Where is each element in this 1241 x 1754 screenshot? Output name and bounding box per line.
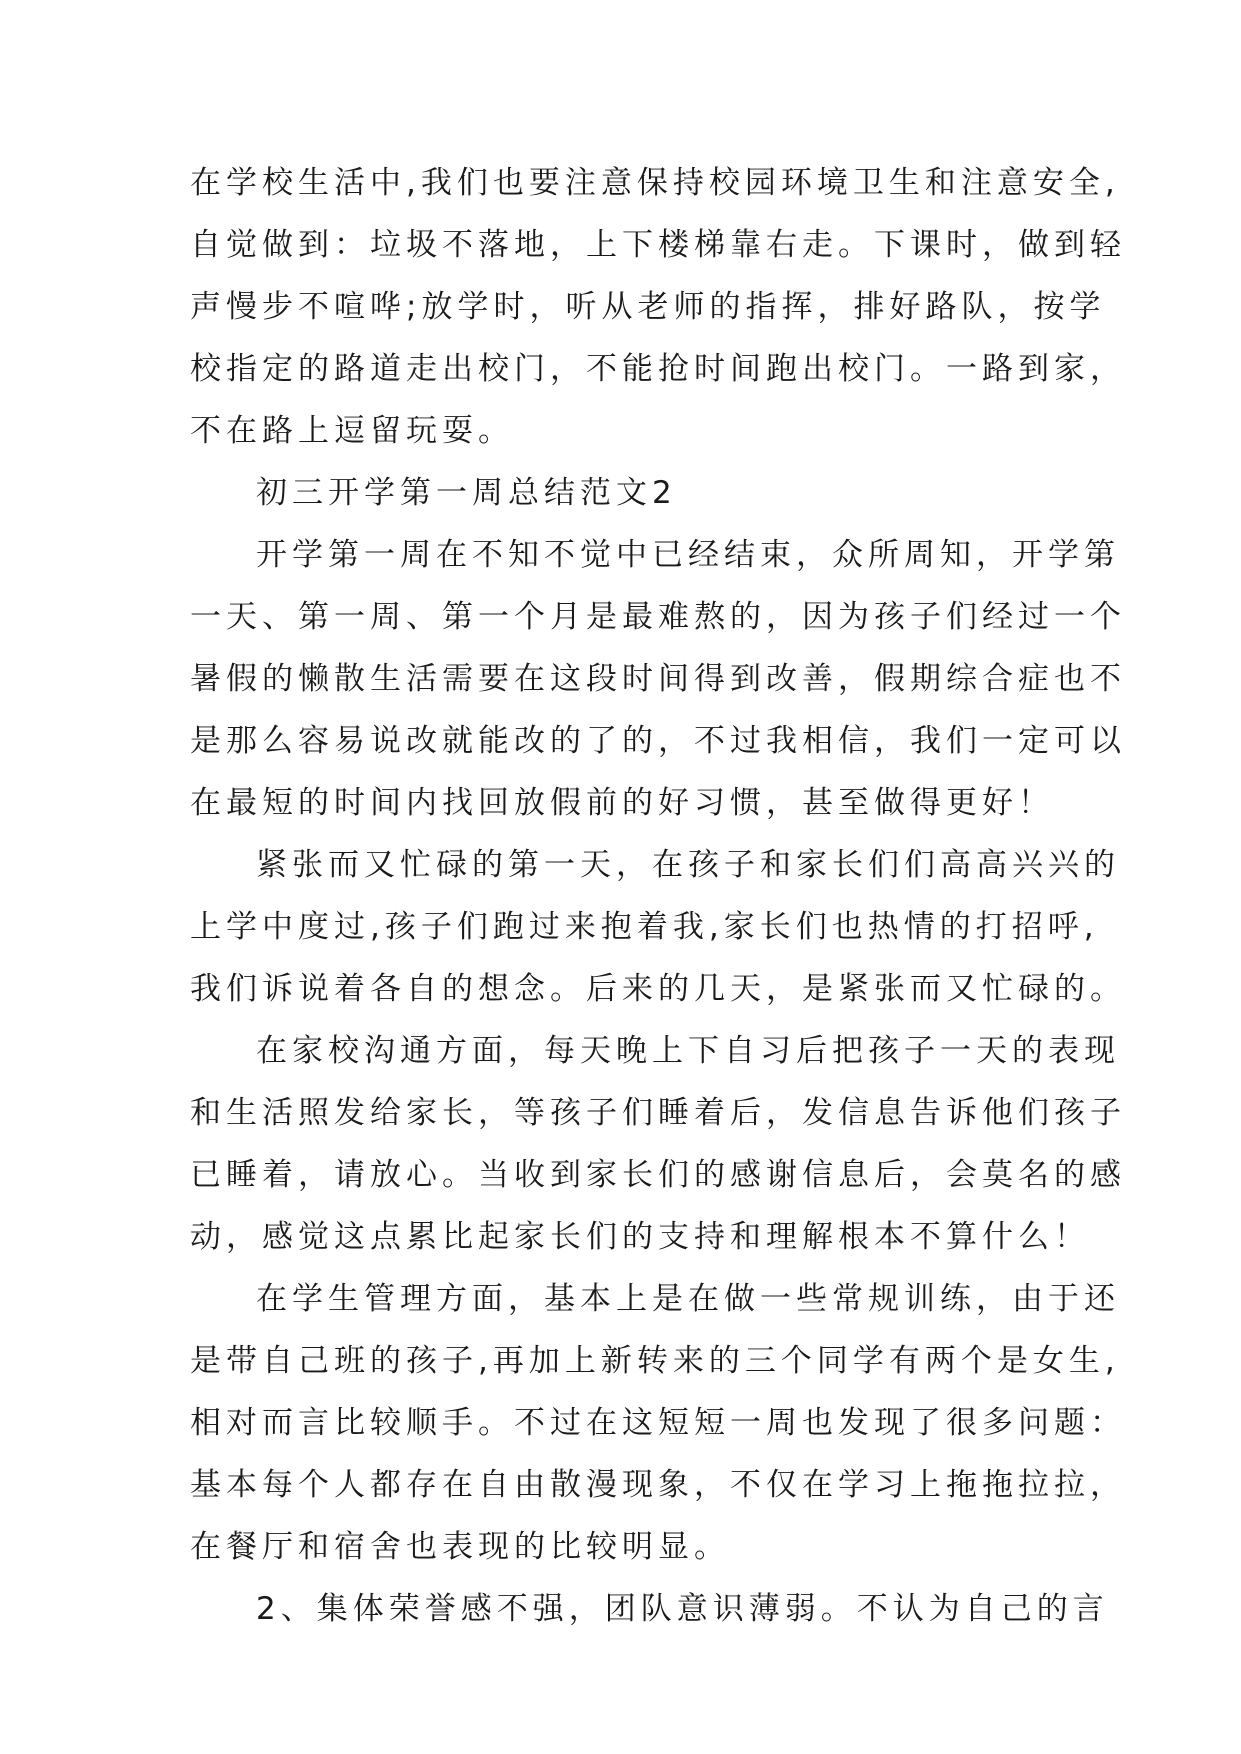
text-line: 是带自己班的孩子,再加上新转来的三个同学有两个是女生, [190, 1343, 1120, 1379]
text-line: 和生活照发给家长，等孩子们睡着后，发信息告诉他们孩子 [190, 1095, 1126, 1131]
text-line: 动，感觉这点累比起家长们的支持和理解根本不算什么！ [190, 1219, 1090, 1255]
text-line: 声慢步不喧哗;放学时，听从老师的指挥，排好路队，按学 [190, 289, 1106, 325]
text-line: 校指定的路道走出校门，不能抢时间跑出校门。一路到家， [190, 351, 1126, 387]
text-line: 不在路上逗留玩耍。 [190, 413, 514, 449]
paragraph-start: 在家校沟通方面，每天晚上下自习后把孩子一天的表现 [256, 1033, 1120, 1069]
text-line: 基本每个人都存在自由散漫现象，不仅在学习上拖拖拉拉， [190, 1467, 1126, 1503]
text-line: 上学中度过,孩子们跑过来抱着我,家长们也热情的打招呼, [190, 909, 1099, 945]
paragraph-start: 紧张而又忙碌的第一天，在孩子和家长们们高高兴兴的 [256, 847, 1120, 883]
section-heading: 初三开学第一周总结范文2 [256, 475, 677, 511]
text-line: 在学校生活中,我们也要注意保持校园环境卫生和注意安全, [190, 165, 1120, 201]
paragraph-start: 2、集体荣誉感不强，团队意识薄弱。不认为自己的言 [256, 1591, 1109, 1627]
text-line: 在餐厅和宿舍也表现的比较明显。 [190, 1529, 730, 1565]
text-line: 相对而言比较顺手。不过在这短短一周也发现了很多问题： [190, 1405, 1126, 1441]
text-line: 是那么容易说改就能改的了的，不过我相信，我们一定可以 [190, 723, 1126, 759]
text-line: 暑假的懒散生活需要在这段时间得到改善，假期综合症也不 [190, 661, 1126, 697]
text-line: 自觉做到：垃圾不落地，上下楼梯靠右走。下课时，做到轻 [190, 227, 1126, 263]
text-line: 一天、第一周、第一个月是最难熬的，因为孩子们经过一个 [190, 599, 1126, 635]
paragraph-start: 在学生管理方面，基本上是在做一些常规训练，由于还 [256, 1281, 1120, 1317]
paragraph-start: 开学第一周在不知不觉中已经结束，众所周知，开学第 [256, 537, 1120, 573]
document-page [190, 152, 1126, 1640]
text-line: 已睡着，请放心。当收到家长们的感谢信息后，会莫名的感 [190, 1157, 1126, 1193]
text-line: 在最短的时间内找回放假前的好习惯，甚至做得更好！ [190, 785, 1054, 821]
text-line: 我们诉说着各自的想念。后来的几天，是紧张而又忙碌的。 [190, 971, 1126, 1007]
